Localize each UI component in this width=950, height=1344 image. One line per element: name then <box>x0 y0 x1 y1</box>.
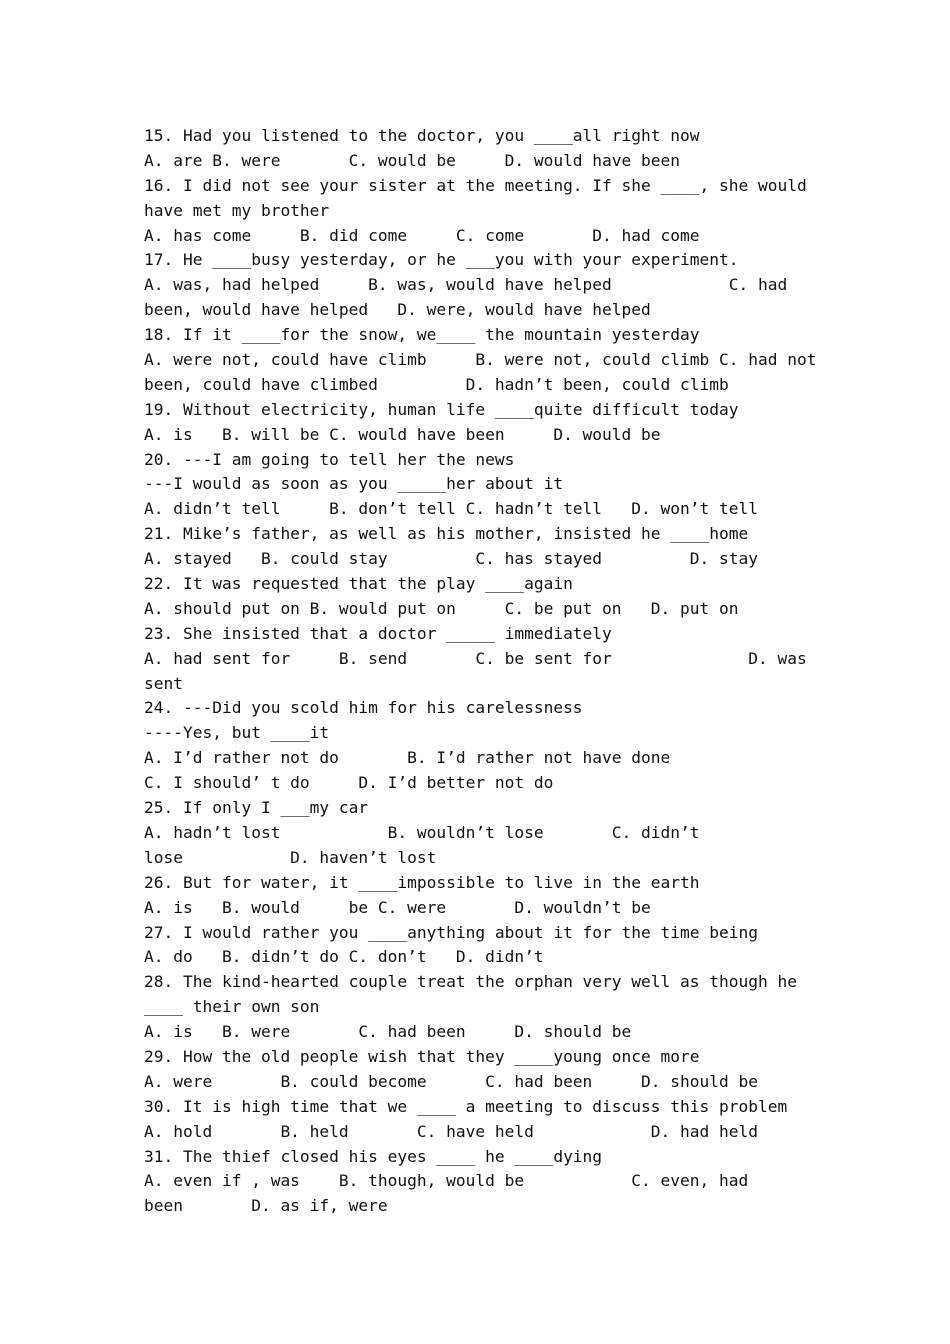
text-line: A. hold B. held C. have held D. had held <box>144 1121 758 1141</box>
text-line: 25. If only I ___my car <box>144 798 369 818</box>
text-line: ---I would as soon as you _____her about it <box>144 474 564 494</box>
text-line: 30. It is high time that we ____ a meeting to discuss this problem <box>144 1096 788 1116</box>
text-line: 15. Had you listened to the doctor, you ____all right now <box>144 126 700 145</box>
text-line: ----Yes, but ____it <box>144 723 330 743</box>
text-line: lose D. haven’t lost <box>144 847 437 867</box>
text-line: A. has come B. did come C. come D. had come <box>144 225 700 245</box>
text-line: sent <box>144 673 183 693</box>
text-line: A. should put on B. would put on C. be put on D. put on <box>144 598 739 618</box>
text-line: 18. If it ____for the snow, we____ the mountain yesterday <box>144 325 700 345</box>
text-line: 23. She insisted that a doctor _____ immediately <box>144 623 612 643</box>
text-line: A. stayed B. could stay C. has stayed D. stay <box>144 549 758 569</box>
text-line: 27. I would rather you ____anything about it for the time being <box>144 922 758 942</box>
exercise-page <box>144 124 824 1219</box>
text-line: 29. How the old people wish that they ____young once more <box>144 1046 700 1066</box>
text-line: A. had sent for B. send C. be sent for D. was <box>144 648 807 668</box>
text-line: 16. I did not see your sister at the meeting. If she ____, she would <box>144 175 807 195</box>
text-line: 20. ---I am going to tell her the news <box>144 449 515 469</box>
text-line: 21. Mike’s father, as well as his mother, insisted he ____home <box>144 524 749 544</box>
text-line: been, would have helped D. were, would have helped <box>144 300 651 320</box>
text-line: A. hadn’t lost B. wouldn’t lose C. didn’t <box>144 822 700 842</box>
text-line: 22. It was requested that the play ____again <box>144 574 573 594</box>
text-line: A. even if , was B. though, would be C. even, had <box>144 1171 749 1191</box>
text-line: 31. The thief closed his eyes ____ he ____dying <box>144 1146 603 1166</box>
text-line: been D. as if, were <box>144 1196 388 1216</box>
text-line: 19. Without electricity, human life ____quite difficult today <box>144 399 739 419</box>
text-line: C. I should’ t do D. I’d better not do <box>144 773 554 793</box>
text-line: A. didn’t tell B. don’t tell C. hadn’t tell D. won’t tell <box>144 499 758 519</box>
text-line: A. were B. could become C. had been D. should be <box>144 1071 758 1091</box>
text-line: been, could have climbed D. hadn’t been, could climb <box>144 374 729 394</box>
text-line: A. do B. didn’t do C. don’t D. didn’t <box>144 947 544 967</box>
text-line: 26. But for water, it ____impossible to live in the earth <box>144 872 700 892</box>
text-line: 24. ---Did you scold him for his carelessness <box>144 698 583 718</box>
text-line: A. is B. were C. had been D. should be <box>144 1022 632 1042</box>
text-line: A. is B. will be C. would have been D. would be <box>144 424 661 444</box>
text-line: A. is B. would be C. were D. wouldn’t be <box>144 897 651 917</box>
text-line: A. are B. were C. would be D. would have been <box>144 150 681 170</box>
text-line: 17. He ____busy yesterday, or he ___you with your experiment. <box>144 250 739 270</box>
text-line: ____ their own son <box>144 997 320 1017</box>
text-line: A. I’d rather not do B. I’d rather not have done <box>144 748 671 768</box>
text-line: 28. The kind-hearted couple treat the orphan very well as though he <box>144 972 797 992</box>
text-line: have met my brother <box>144 200 330 220</box>
text-line: A. were not, could have climb B. were not, could climb C. had not <box>144 350 817 370</box>
text-line: A. was, had helped B. was, would have helped C. had <box>144 275 788 295</box>
